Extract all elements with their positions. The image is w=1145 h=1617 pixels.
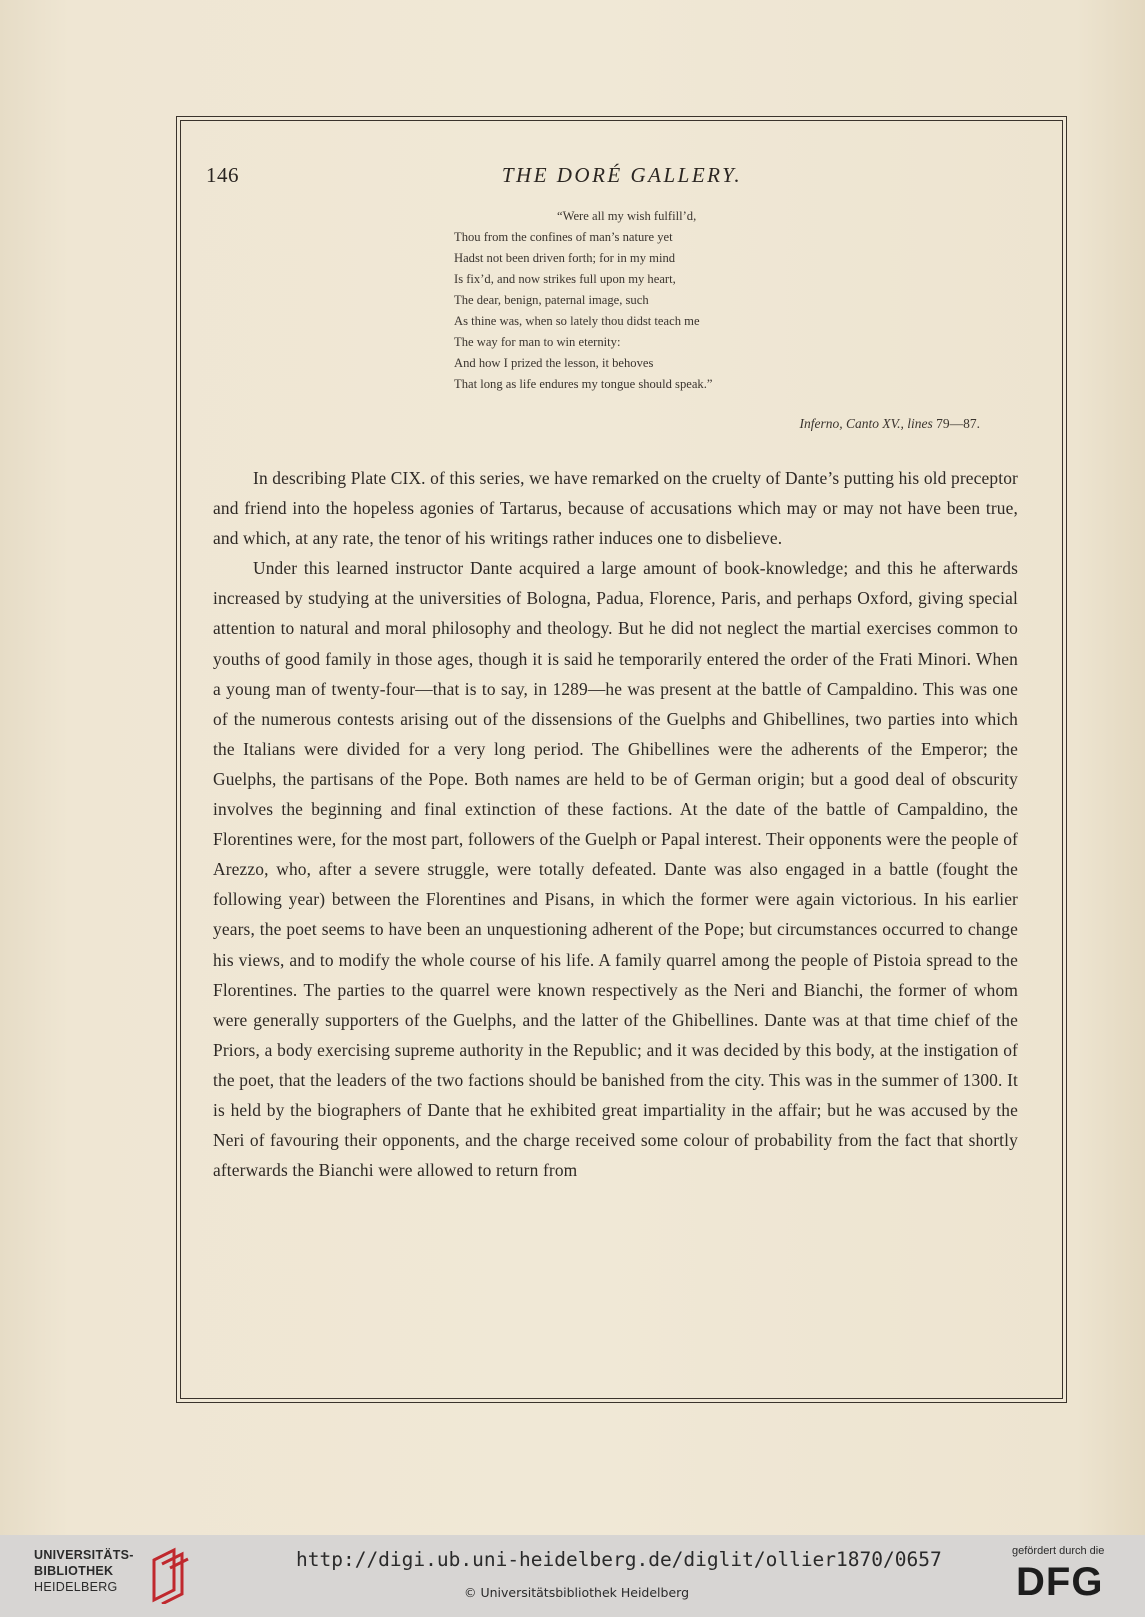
copyright-notice: © Universitätsbibliothek Heidelberg <box>464 1585 690 1600</box>
poem-line: Hadst not been driven forth; for in my mind <box>454 251 676 265</box>
dfg-logo[interactable]: DFG <box>1016 1560 1104 1604</box>
poem-line: The dear, benign, paternal image, such <box>454 293 649 307</box>
citation-title: Inferno, <box>799 416 843 431</box>
citation-canto: Canto XV., lines <box>845 416 933 431</box>
logo-text-line: BIBLIOTHEK <box>34 1564 114 1578</box>
body-text <box>213 463 1018 1185</box>
funding-caption: gefördert durch die <box>1012 1545 1105 1557</box>
poem-quotation <box>454 206 1014 395</box>
poem-line: Thou from the confines of man’s nature yet <box>454 230 673 244</box>
page-header <box>206 163 1038 191</box>
university-library-logo[interactable] <box>34 1546 174 1606</box>
running-title: THE DORÉ GALLERY. <box>501 163 743 187</box>
permalink-url[interactable]: http://digi.ub.uni-heidelberg.de/diglit/ollier1870/0657 <box>296 1548 942 1571</box>
citation-lines: 79—87. <box>932 416 980 431</box>
poem-citation <box>700 416 980 432</box>
paragraph: Under this learned instructor Dante acquired a large amount of book-knowledge; and this he afterwards increased by studying at the universities of Bologna, Padua, Florence, Paris, and perhaps Oxford, giving special attention to natural and moral philosophy and theology. But he did not neglect the martial exercises common to youths of good family in those ages, though it is said he temporarily entered the order of the Frati Minori. When a young man of twenty-four—that is to say, in 1289—he was present at the battle of Campaldino. This was one of the numerous contests arising out of the dissensions of the Guelphs and Ghibellines, two parties into which the Italians were divided for a very long period. The Ghibellines were the adherents of the Emperor; the Guelphs, the partisans of the Pope. Both names are held to be of German origin; but a good deal of obscurity involves the beginning and final extinction of these factions. At the date of the battle of Campaldino, the Florentines were, for the most part, followers of the Guelph or Papal interest. Their opponents were the people of Arezzo, who, after a severe struggle, were totally defeated. Dante was also engaged in a battle (fought the following year) between the Florentines and Pisans, in which the former were again victorious. In his earlier years, the poet seems to have been an unquestioning adherent of the Pope; but circumstances occurred to change his views, and to modify the whole course of his life. A family quarrel among the people of Pistoia spread to the Florentines. The parties to the quarrel were known respectively as the Neri and Bianchi, the former of whom were generally supporters of the Guelphs, and the latter of the Ghibellines. Dante was at that time chief of the Priors, a body exercising supreme authority in the Republic; and it was decided by this body, at the instigation of the poet, that the leaders of the two factions should be banished from the city. This was in the summer of 1300. It is held by the biographers of Dante that he exhibited great impartiality in the affair; but he was accused by the Neri of favouring their opponents, and the charge received some colour of probability from the fact that shortly afterwards the Bianchi were allowed to return from <box>213 558 1018 1181</box>
logo-text-line: HEIDELBERG <box>34 1580 118 1594</box>
logo-text-line: UNIVERSITÄTS- <box>34 1548 134 1562</box>
poem-line: “Were all my wish fulfill’d, <box>557 209 697 223</box>
poem-line: That long as life endures my tongue should speak.” <box>454 377 713 391</box>
poem-line: The way for man to win eternity: <box>454 335 621 349</box>
page-number: 146 <box>206 163 239 187</box>
poem-line: Is fix’d, and now strikes full upon my heart, <box>454 272 676 286</box>
poem-line: And how I prized the lesson, it behoves <box>454 356 654 370</box>
paragraph: In describing Plate CIX. of this series, we have remarked on the cruelty of Dante’s putting his old preceptor and friend into the hopeless agonies of Tartarus, because of accusations which may or may not have been true, and which, at any rate, the tenor of his writings rather induces one to disbelieve. <box>213 468 1018 549</box>
library-book-icon <box>148 1546 192 1604</box>
poem-line: As thine was, when so lately thou didst teach me <box>454 314 700 328</box>
